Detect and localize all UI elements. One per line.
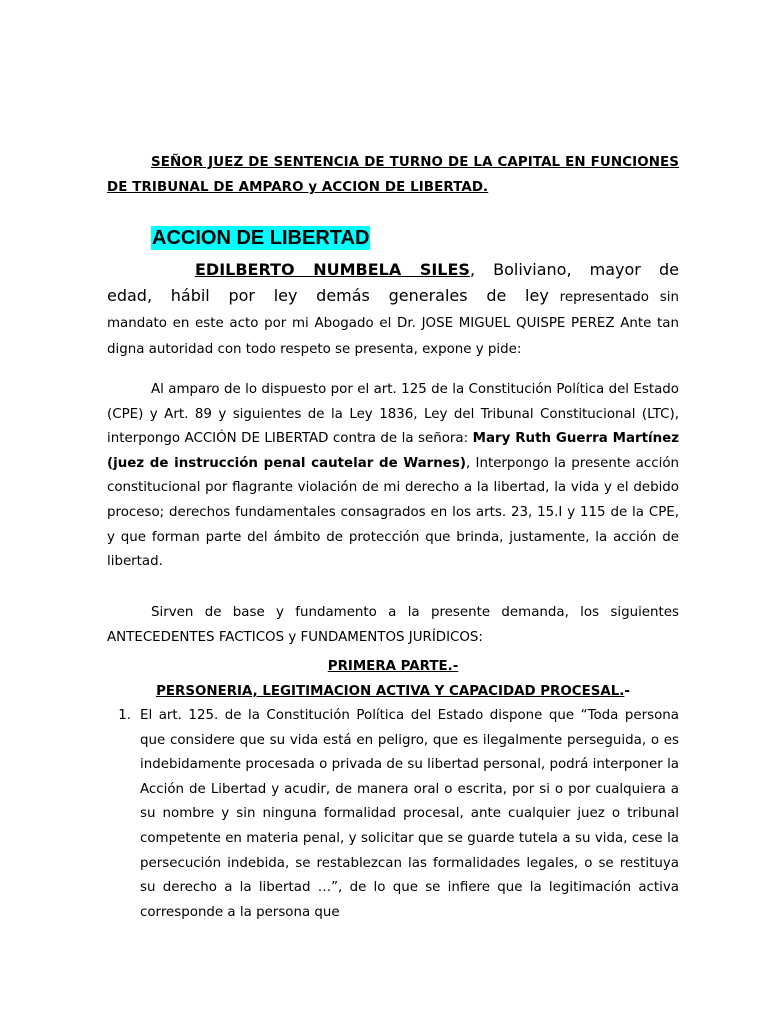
intro-legal-capacity: edad, hábil por ley demás generales de ley — [107, 286, 549, 305]
intro-representation: representado sin mandato en este acto por mi Abogado el Dr. JOSE MIGUEL QUISPE PEREZ Ante tan digna autoridad con todo respeto se presenta, expone y pide: — [107, 290, 679, 357]
list-item-number: 1. — [118, 708, 131, 723]
section-title-personeria-suffix: - — [624, 684, 630, 699]
document-title: ACCION DE LIBERTAD — [152, 227, 370, 249]
paragraph-legal-basis-part1: Al amparo de lo dispuesto por el art. 125 de la Constitución Política del Estado (CPE) y Art. 89 y siguientes de la Ley 1836, Ley del Tribunal Constitucional (LTC), interpongo ACCIÓN DE LIBERTAD contra de la señora: — [107, 382, 679, 447]
respondent-name: Mary Ruth Guerra Martínez (juez de instrucción penal cautelar de Warnes) — [107, 431, 679, 471]
document-page — [107, 0, 679, 1024]
paragraph-legal-basis — [107, 378, 679, 575]
petitioner-details: , Boliviano, mayor de — [469, 260, 679, 279]
petitioner-name: EDILBERTO NUMBELA SILES — [195, 260, 470, 279]
intro-first-line — [107, 257, 679, 283]
paragraph-legal-basis-part2: , Interpongo la presente acción constitucional por flagrante violación de mi derecho a la libertad, la vida y el debido proceso; derechos fundamentales consagrados en los arts. 23, 15.I y 115 de la CPE, y que forman parte del ámbito de protección que brinda, justamente, la acción de libertad. — [107, 455, 679, 570]
section-title-personeria-text: PERSONERIA, LEGITIMACION ACTIVA Y CAPACIDAD PROCESAL. — [156, 684, 625, 699]
intro-paragraph — [107, 257, 679, 362]
list-item-text: El art. 125. de la Constitución Política del Estado dispone que “Toda persona que considere que su vida está en peligro, que es ilegalmente perseguida, o es indebidamente procesada o privada de su libertad personal, podrá interponer la Acción de Libertad y acudir, de manera oral o escrita, por si o por cualquiera a su nombre y sin ninguna formalidad procesal, ante cualquier juez o tribunal competente en materia penal, y solicitar que se guarde tutela a su vida, cese la persecución indebida, se restablezcan las formalidades legales, o se restituya su derecho a la libertad …”, de lo que se infiere que la legitimación activa corresponde a la persona que — [140, 708, 679, 920]
section-title-personeria — [107, 680, 679, 704]
list-item — [107, 704, 679, 925]
paragraph-foundations: Sirven de base y fundamento a la presente demanda, los siguientes ANTECEDENTES FACTICOS y FUNDAMENTOS JURÍDICOS: — [107, 605, 679, 645]
document-heading: SEÑOR JUEZ DE SENTENCIA DE TURNO DE LA CAPITAL EN FUNCIONES DE TRIBUNAL DE AMPARO y ACCION DE LIBERTAD. — [107, 155, 679, 195]
numbered-list — [107, 704, 679, 925]
title-wrapper — [151, 226, 370, 250]
section-title-first-part: PRIMERA PARTE.- — [327, 659, 459, 674]
